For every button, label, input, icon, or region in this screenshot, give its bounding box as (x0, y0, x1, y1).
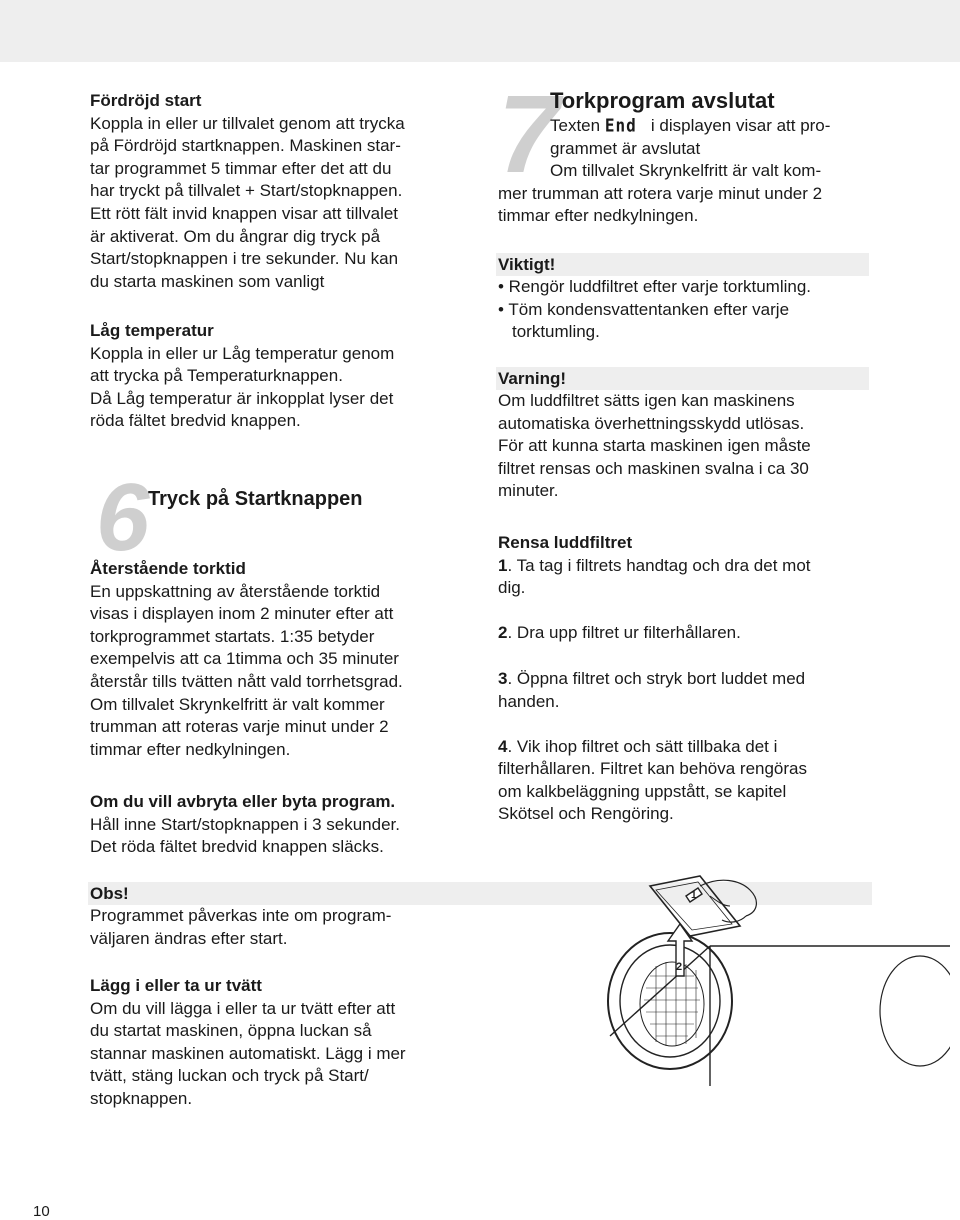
text-line: dig. (498, 578, 526, 598)
step-num: 1 (498, 555, 508, 575)
remaining-title: Återstående torktid (90, 559, 246, 578)
text-line: För att kunna starta maskinen igen måste (498, 436, 811, 456)
text-line: Om tillvalet Skrynkelfritt är valt kom- (550, 161, 822, 180)
bullet-item: • Rengör luddfiltret efter varje torktumling. (498, 277, 812, 296)
obs-title-bar: Obs! (88, 882, 872, 905)
text-line: tar programmet 5 timmar efter det att du (90, 158, 392, 178)
text-line: att trycka på Temperaturknappen. (90, 366, 343, 386)
text-line: du starta maskinen som vanligt (90, 271, 325, 291)
text-line: Programmet påverkas inte om program- (90, 906, 392, 925)
delayed-start-body (90, 113, 470, 294)
text-line: Skötsel och Rengöring. (498, 804, 674, 824)
text-fragment: . Dra upp filtret ur filterhållaren. (507, 622, 741, 642)
step6-title: Tryck på Startknappen (148, 488, 363, 510)
text-line: Koppla in eller ur Låg temperatur genom (90, 343, 395, 363)
warning-section (496, 367, 869, 503)
step-line (498, 736, 878, 759)
text-line: exempelvis att ca 1timma och 35 minuter (90, 649, 399, 669)
step-line (498, 622, 878, 645)
add-remove-section (90, 975, 470, 1111)
top-band (0, 0, 960, 62)
text-line: filtret rensas och maskinen svalna i ca 30 (498, 458, 809, 478)
text-line: visas i displayen inom 2 minuter efter att (90, 604, 394, 624)
text-line: väljaren ändras efter start. (90, 928, 288, 948)
text-line: minuter. (498, 481, 559, 501)
text-line: Koppla in eller ur tillvalet genom att trycka (90, 113, 405, 133)
text-line: röda fältet bredvid knappen. (90, 411, 301, 431)
filter-removal-illustration (590, 866, 950, 1096)
step7-body (498, 160, 888, 228)
text-line: torktumling. (512, 322, 600, 342)
end-display-glyph: End (604, 114, 637, 136)
text-line: trumman att roteras varje minut under 2 (90, 717, 389, 737)
arrow-label-1: 1 (691, 890, 697, 901)
low-temp-section (90, 320, 470, 433)
delayed-start-title: Fördröjd start (90, 91, 202, 110)
step-number-6: 6 (96, 464, 150, 571)
clean-filter-title: Rensa luddfiltret (498, 533, 633, 552)
text-line: Om du vill lägga i eller ta ur tvätt efter att (90, 998, 396, 1018)
step-line (498, 555, 878, 578)
text-fragment: . Vik ihop filtret och sätt tillbaka det i (507, 736, 778, 756)
text-fragment: . Ta tag i filtrets handtag och dra det mot (507, 555, 811, 575)
text-line: du startat maskinen, öppna luckan så (90, 1021, 372, 1041)
page-number: 10 (33, 1203, 50, 1220)
text-fragment: i displayen visar att pro- (650, 116, 831, 135)
text-line: Ett rött fält invid knappen visar att tillvalet (90, 203, 399, 223)
clean-filter-section (498, 532, 878, 826)
cancel-section (90, 791, 470, 859)
text-fragment: . Öppna filtret och stryk bort luddet med (507, 669, 806, 689)
text-line: Håll inne Start/stopknappen i 3 sekunder. (90, 814, 400, 834)
cancel-title: Om du vill avbryta eller byta program. (90, 792, 396, 811)
text-line: om kalkbeläggning uppstått, se kapitel (498, 781, 787, 801)
text-line: Det röda fältet bredvid knappen släcks. (90, 837, 384, 857)
add-remove-title: Lägg i eller ta ur tvätt (90, 976, 262, 995)
text-line: tvätt, stäng luckan och tryck på Start/ (90, 1066, 369, 1086)
step7-body-top (550, 115, 890, 160)
text-line: återstår tills tvätten nått vald torrhetsgrad. (90, 671, 403, 691)
important-title-bar: Viktigt! (496, 253, 869, 276)
text-line: torkprogrammet startats. 1:35 betyder (90, 626, 375, 646)
text-line: har tryckt på tillvalet + Start/stopknappen. (90, 181, 403, 201)
text-line (550, 115, 890, 138)
text-line: är aktiverat. Om du ångrar dig tryck på (90, 226, 381, 246)
text-line: Då Låg temperatur är inkopplat lyser det (90, 388, 394, 408)
text-line: på Fördröjd startknappen. Maskinen star- (90, 136, 401, 156)
bullet-item: • Töm kondensvattentanken efter varje (498, 299, 790, 319)
text-line: grammet är avslutat (550, 138, 701, 158)
text-line: stannar maskinen automatiskt. Lägg i mer (90, 1043, 406, 1063)
text-line: mer trumman att rotera varje minut under 2 (498, 183, 823, 203)
text-line: stopknappen. (90, 1088, 193, 1108)
arrow-label-2: 2 (676, 961, 683, 973)
text-line: filterhållaren. Filtret kan behöva rengöras (498, 759, 807, 779)
warning-title-bar: Varning! (496, 367, 869, 390)
remaining-time-section (90, 558, 470, 761)
left-column (90, 90, 470, 293)
text-line: timmar efter nedkylningen. (498, 206, 699, 226)
step-num: 2 (498, 622, 508, 642)
text-fragment: Texten (550, 116, 601, 135)
low-temp-title: Låg temperatur (90, 321, 214, 340)
text-line: Om luddfiltret sätts igen kan maskinens (498, 391, 795, 410)
text-line: automatiska överhettningsskydd utlösas. (498, 413, 805, 433)
step-number-7: 7 (498, 73, 560, 196)
text-line: timmar efter nedkylningen. (90, 739, 291, 759)
text-line: handen. (498, 691, 560, 711)
step-num: 4 (498, 736, 508, 756)
step-line (498, 668, 878, 691)
text-line: Om tillvalet Skrynkelfritt är valt kommer (90, 694, 385, 714)
step7-title: Torkprogram avslutat (550, 88, 775, 113)
important-section (496, 253, 869, 344)
step-num: 3 (498, 669, 508, 689)
text-line: Start/stopknappen i tre sekunder. Nu kan (90, 249, 399, 269)
text-line: En uppskattning av återstående torktid (90, 581, 381, 601)
